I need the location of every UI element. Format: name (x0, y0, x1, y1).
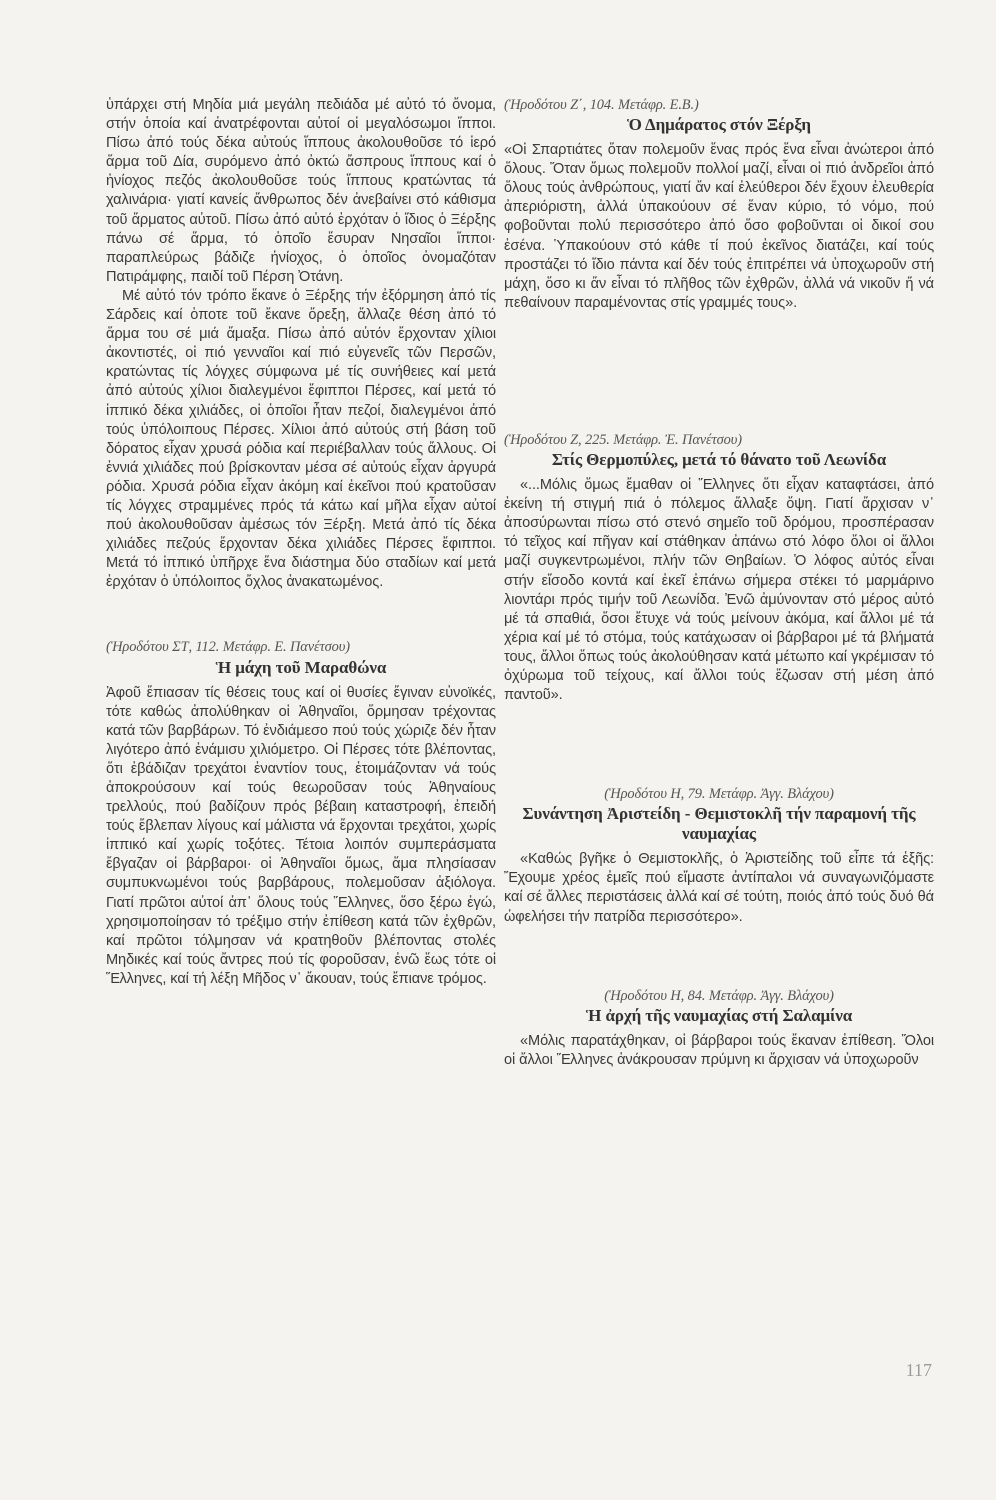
source-citation: (Ἡροδότου Ζ΄, 104. Μετάφρ. Ε.Β.) (504, 97, 699, 113)
heading-salamis: Ἡ ἀρχή τῆς ναυμαχίας στή Σαλαμίνα (585, 1005, 853, 1025)
source-citation: (Ἡροδότου Η, 79. Μετάφρ. Ἀγγ. Βλάχου) (604, 786, 834, 803)
paragraph-marathon: Ἀφοῦ ἔπιασαν τίς θέσεις τους καί οἱ θυσίες ἔγιναν εὐνοϊκές, τότε καθώς ἀπολύθηκαν οἱ Ἀθηναῖοι, ὅρμησαν τρέχοντας κατά τῶν βαρβάρων. Τό ἐνδιάμεσο πού τούς χώριζε δέν ἦταν λιγότερο ἀπό ἑνάμισυ χιλιόμετρο. Οἱ Πέρσες τότε βλέποντας, ὅτι ἐβάδιζαν τρεχάτοι ἐναντίον τους, ἑτοιμάζονταν νά τούς ἀποκρούσουν καί τούς θεωροῦσαν τούς Ἀθηναίους τρελλούς, πού βαδίζουν πρός βέβαιη καταστροφή, ἐπειδή τούς ἔβλεπαν λίγους καί μάλιστα νά ἔρχονται τρεχάτοι, χωρίς ἱππικό καί χωρίς τοξότες. Τέτοια λοιπόν συμπεράσματα ἔβγαζαν οἱ βάρβαροι· οἱ Ἀθηναῖοι ὅμως, ἅμα πλησίασαν συμπυκνωμένοι τούς βαρβάρους, πολεμοῦσαν ἀξιόλογα. Γιατί πρῶτοι αὐτοί ἀπ᾽ ὅλους τούς Ἕλληνες, ὅσο ξέρω ἐγώ, χρησιμοποίησαν τό τρέξιμο στήν ἐπίθεση κατά τῶν ἐχθρῶν, καί πρῶτοι τόλμησαν νά κρατηθοῦν βλέποντας στολές Μηδικές καί τούς ἄντρες πού τίς φοροῦσαν, ἐνῶ ἕως τότε οἱ Ἕλληνες, καί τή λέξη Μῆδος ν᾽ ἄκουαν, τούς ἔπιανε τρόμος. (106, 684, 496, 987)
heading-demaratus: Ὁ Δημάρατος στόν Ξέρξη (627, 115, 811, 135)
paragraph-thermopylae: «...Μόλις ὅμως ἔμαθαν οἱ Ἕλληνες ὅτι εἶχαν καταφτάσει, ἀπό ἐκείνη τή στιγμή πιά ὁ πόλεμος ἄλλαξε ὄψη. Γιατί ἄρχισαν ν᾽ ἀποσύρωνται πίσω στό στενό σημεῖο τοῦ δρόμου, προσπέρασαν τό τεῖχος καί πῆγαν καί στάθηκαν ἀπάνω στό λόφο ὅλοι οἱ ἄλλοι μαζί συγκεντρωμένοι, πλήν τῶν Θηβαίων. Ὁ λόφος αὐτός εἶναι στήν εἴσοδο κοντά καί ἐκεῖ ἐπάνω σήμερα στέκει τό μαρμάρινο λιοντάρι πρός τιμήν τοῦ Λεωνίδα. Ἐνῶ ἀμύνονταν στό μέρος αὐτό μέ τά σπαθιά, ὅσοι ἔτυχε νά τούς μείνουν ἀκόμα, καί ἄλλοι μέ τά χέρια καί μέ τό στόμα, τούς κατάχωσαν οἱ βάρβαροι μέ τά βλήματά τους, ἄλλοι ὅπως τούς ἀκολούθησαν κατά μέτωπο καί γκρέμισαν τό ὀχύρωμα τοῦ τείχους, καί ἄλλοι τούς ἔζωσαν στή μέση ἀπό παντοῦ». (504, 477, 934, 704)
left-column (106, 96, 496, 989)
paragraph-aristides: «Καθώς βγῆκε ὁ Θεμιστοκλῆς, ὁ Ἀριστείδης τοῦ εἶπε τά ἑξῆς: Ἔχουμε χρέος ἐμεῖς πού εἴμαστε ἀντίπαλοι νά συναγωνιζόμαστε καί σέ ἄλλες περιστάσεις ἀλλά καί σέ τούτη, ποιός ἀπό τούς δυό θά ὠφελήσει τήν πατρίδα περισσότερο». (504, 851, 934, 925)
heading-marathon: Ἡ μάχη τοῦ Μαραθώνα (215, 657, 387, 677)
spacer (504, 705, 934, 785)
spacer (504, 927, 934, 987)
paragraph-demaratus: «Οἱ Σπαρτιάτες ὅταν πολεμοῦν ἕνας πρός ἕνα εἶναι ἀνώτεροι ἀπό ὅλους. Ὅταν ὅμως πολεμοῦν πολλοί μαζί, εἶναι οἱ πιό ἀνδρεῖοι ἀπό ὅλους τούς ἀνθρώπους, γιατί ἄν καί ἐλεύθεροι δέν ἔχουν ἐλευθερία ἀπεριόριστη, ἀλλά ὑπακούουν σέ ἕναν κύριο, τό νόμο, πού φοβοῦνται πολύ περισσότερο ἀπό ὅσο φοβοῦνται οἱ δικοί σου ἐσένα. Ὑπακούουν στό κάθε τί πού ἐκεῖνος διατάζει, καί τούς προστάζει τό ἴδιο πάντα καί δέν τούς ἐπιτρέπει νά ὑποχωροῦν στή μάχη, ὅσο κι ἄν εἶναι τό πλῆθος τῶν ἐχθρῶν, ἀλλά νά νικοῦν ἤ νά πεθαίνουν παραμένοντας στίς γραμμές τους». (504, 142, 934, 311)
paragraph-horses: ὑπάρχει στή Μηδία μιά μεγάλη πεδιάδα μέ αὐτό τό ὄνομα, στήν ὁποία καί ἀνατρέφονται αὐτοί οἱ μεγαλόσωμοι ἵπποι. Πίσω ἀπό τούς δέκα αὐτούς ἵππους ἀκολουθοῦσε τό ἱερό ἅρμα τοῦ Δία, συρόμενο ἀπό ὀκτώ ἄσπρους ἵππους καί ὁ ἡνίοχος πεζός ἀκολουθοῦσε τούς ἵππους κρατώντας τά χαλινάρια· γιατί κανείς ἄνθρωπος δέν ἀνεβαίνει στό κάθισμα τοῦ ἅρματος αὐτοῦ. Πίσω ἀπό αὐτό ἐρχόταν ὁ ἴδιος ὁ Ξέρξης πάνω σέ ἅρμα, τό ὁποῖο ἔσυραν Νησαῖοι ἵπποι· παραπλεύρως βάδιζε ἡνίοχος, ὁ ὁποῖος ὀνομαζόταν Πατιράμφης, παιδί τοῦ Πέρση Ὀτάνη. (106, 97, 496, 285)
spacer (504, 313, 934, 431)
paragraph-xerxes-march: Μέ αὐτό τόν τρόπο ἔκανε ὁ Ξέρξης τήν ἐξόρμηση ἀπό τίς Σάρδεις καί ὁποτε τοῦ ἔκανε ὄρεξη, ἄλλαζε θέση ἀπό τό ἅρμα του σέ μιά ἅμαξα. Πίσω ἀπό αὐτόν ἔρχονταν χίλιοι ἀκοντιστές, οἱ πιό γενναῖοι καί πιό εὐγενεῖς τῶν Περσῶν, κρατώντας τίς λόγχες σύμφωνα μέ τίς συνήθειες καί μετά ἀπό αὐτούς χίλιοι διαλεγμένοι ἔφιπποι Πέρσες, καί μετά τό ἱππικό δέκα χιλιάδες, οἱ ὁποῖοι ἦταν πεζοί, διαλεγμένοι ἀπό τούς ὑπόλοιπους Πέρσες. Χίλιοι ἀπό αὐτούς στή βάση τοῦ δόρατος εἶχαν χρυσά ρόδια καί περιέβαλλαν τούς ἄλλους. Οἱ ἐννιά χιλιάδες πού βρίσκονταν μέσα σέ αὐτούς εἶχαν ἀργυρά ρόδια. Χρυσά ρόδια εἶχαν ἀκόμη καί ἐκεῖνοι πού κρατοῦσαν τίς λόγχες στραμμένες πρός τά κάτω καί μῆλα εἶχαν αὐτοί πού ἀκολουθοῦσαν ἀμέσως τόν Ξέρξη. Μετά ἀπό τίς δέκα χιλιάδες πεζούς ἔρχονταν δέκα χιλιάδες Πέρσες ἔφιπποι. Μετά τό ἱππικό ὑπῆρχε ἕνα διάστημα δύο σταδίων καί μετά ἐρχόταν ὁ ὑπόλοιπος ὄχλος ἀνακατωμένος. (106, 287, 496, 591)
source-citation: (Ἡροδότου Η, 84. Μετάφρ. Ἀγγ. Βλάχου) (604, 987, 834, 1004)
heading-thermopylae: Στίς Θερμοπύλες, μετά τό θάνατο τοῦ Λεωνίδα (551, 450, 887, 470)
page-number: 117 (905, 1360, 932, 1380)
right-column (504, 96, 934, 1070)
spacer (106, 592, 496, 638)
heading-aristides-themistocles: Συνάντηση Ἀριστείδη - Θεμιστοκλῆ τήν παραμονή τῆς ναυμαχίας (522, 804, 916, 844)
paragraph-salamis: «Μόλις παρατάχθηκαν, οἱ βάρβαροι τούς ἔκαναν ἐπίθεση. Ὅλοι οἱ ἄλλοι Ἕλληνες ἀνάκρουσαν πρύμνη κι ἄρχισαν νά ὑποχωροῦν (504, 1032, 934, 1068)
source-citation: (Ἡροδότου Ζ, 225. Μετάφρ. Ἐ. Πανέτσου) (504, 431, 742, 448)
source-citation: (Ἡροδότου ΣΤ, 112. Μετάφρ. Ε. Πανέτσου) (106, 639, 350, 656)
